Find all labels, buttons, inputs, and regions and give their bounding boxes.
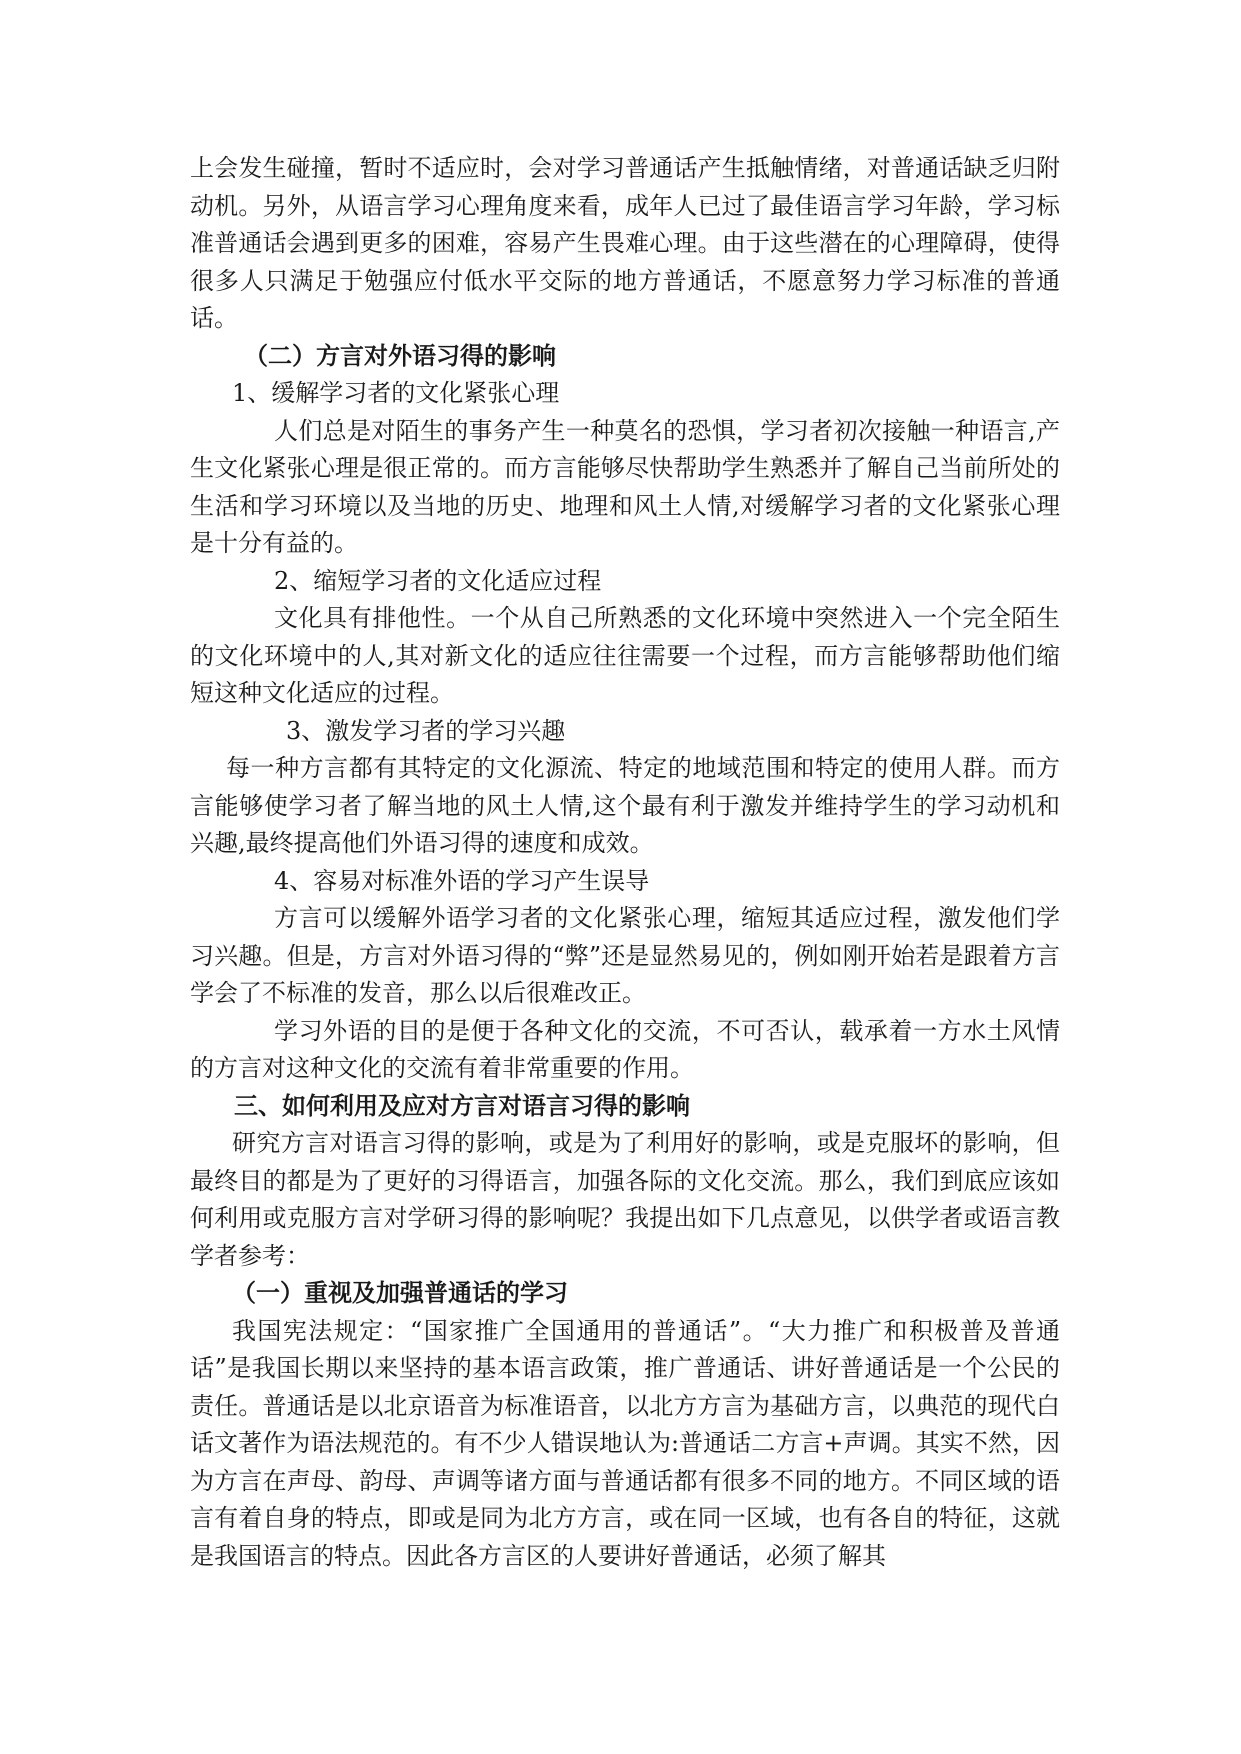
section-heading-how-to-use: 三、如何利用及应对方言对语言习得的影响: [234, 1091, 690, 1120]
document-body: [190, 150, 1060, 1575]
subheading-misleading: 4、容易对标准外语的学习产生误导: [274, 866, 650, 895]
paragraph-purpose-of-foreign-language: 学习外语的目的是便于各种文化的交流，不可否认，载承着一方水土风情的方言对这种文化的交流有着非常重要的作用。: [190, 1016, 1060, 1082]
paragraph-relieve-tension: 人们总是对陌生的事务产生一种莫名的恐惧，学习者初次接触一种语言,产生文化紧张心理是很正常的。而方言能够尽快帮助学生熟悉并了解自己当前所处的生活和学习环境以及当地的历史、地理和风土人情,对缓解学习者的文化紧张心理是十分有益的。: [190, 416, 1060, 557]
paragraph-continuation: 上会发生碰撞，暂时不适应时，会对学习普通话产生抵触情绪，对普通话缺乏归附动机。另外，从语言学习心理角度来看，成年人已过了最佳语言学习年龄，学习标准普通话会遇到更多的困难，容易产生畏难心理。由于这些潜在的心理障碍，使得很多人只满足于勉强应付低水平交际的地方普通话，不愿意努力学习标准的普通话。: [190, 154, 1060, 332]
paragraph-constitution-mandarin: 我国宪法规定：“国家推广全国通用的普通话”。“大力推广和积极普及普通话”是我国长期以来坚持的基本语言政策，推广普通话、讲好普通话是一个公民的责任。普通话是以北京语音为标准语音，以北方方言为基础方言，以典范的现代白话文著作为语法规范的。有不少人错误地认为:普通话二方言+声调。其实不然，因为方言在声母、韵母、声调等诸方面与普通话都有很多不同的地方。不同区域的语言有着自身的特点，即或是同为北方方言，或在同一区域，也有各自的特征，这就是我国语言的特点。因此各方言区的人要讲好普通话，必须了解其: [190, 1316, 1060, 1570]
section-heading-mandarin-study: （一）重视及加强普通话的学习: [232, 1279, 568, 1307]
paragraph-research-dialect: 研究方言对语言习得的影响，或是为了利用好的影响，或是克服坏的影响，但最终目的都是为了更好的习得语言，加强各际的文化交流。那么，我们到底应该如何利用或克服方言对学研习得的影响呢？我提出如下几点意见，以供学者或语言教学者参考：: [190, 1129, 1060, 1270]
paragraph-misleading: 方言可以缓解外语学习者的文化紧张心理，缩短其适应过程，激发他们学习兴趣。但是，方言对外语习得的“弊”还是显然易见的，例如刚开始若是跟着方言学会了不标准的发音，那么以后很难改正。: [190, 904, 1060, 1007]
paragraph-stimulate-interest: 每一种方言都有其特定的文化源流、特定的地域范围和特定的使用人群。而方言能够使学习者了解当地的风土人情,这个最有利于激发并维持学生的学习动机和兴趣,最终提高他们外语习得的速度和成效。: [190, 754, 1060, 857]
subheading-shorten-adaptation: 2、缩短学习者的文化适应过程: [274, 566, 602, 595]
section-heading-dialect-foreign-language: （二）方言对外语习得的影响: [244, 341, 556, 370]
paragraph-shorten-adaptation: 文化具有排他性。一个从自己所熟悉的文化环境中突然进入一个完全陌生的文化环境中的人,其对新文化的适应往往需要一个过程，而方言能够帮助他们缩短这种文化适应的过程。: [190, 604, 1060, 707]
subheading-stimulate-interest: 3、激发学习者的学习兴趣: [286, 716, 566, 745]
subheading-relieve-tension: 1、缓解学习者的文化紧张心理: [232, 379, 560, 407]
